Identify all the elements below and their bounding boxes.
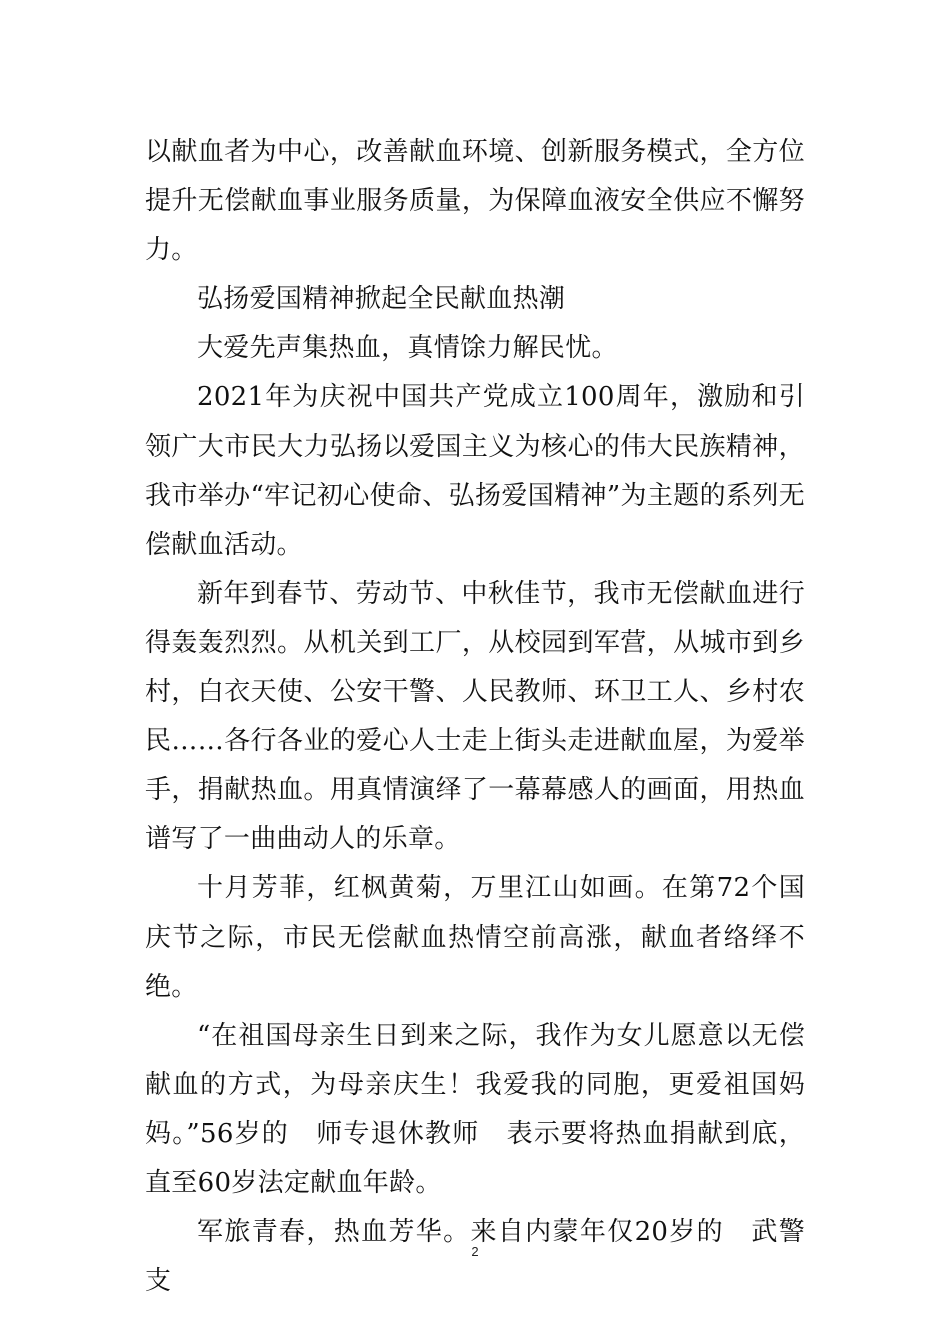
document-body xyxy=(145,128,805,1306)
paragraph: 2021年为庆祝中国共产党成立100周年，激励和引领广大市民大力弘扬以爱国主义为核心的伟大民族精神，我市举办“牢记初心使命、弘扬爱国精神”为主题的系列无偿献血活动。 xyxy=(145,382,805,560)
paragraph: 军旅青春，热血芳华。来自内蒙年仅20岁的 武警支 xyxy=(145,1217,805,1297)
paragraph: 新年到春节、劳动节、中秋佳节，我市无偿献血进行得轰轰烈烈。从机关到工厂，从校园到军营，从城市到乡村，白衣天使、公安干警、人民教师、环卫工人、乡村农民……各行各业的爱心人士走上街头走进献血屋，为爱举手，捐献热血。用真情演绎了一幕幕感人的画面，用热血谱写了一曲曲动人的乐章。 xyxy=(145,578,805,855)
paragraph: 十月芳菲，红枫黄菊，万里江山如画。在第72个国庆节之际，市民无偿献血热情空前高涨，献血者络绎不绝。 xyxy=(145,873,805,1002)
paragraph-continuation: 以献血者为中心，改善献血环境、创新服务模式，全方位提升无偿献血事业服务质量，为保障血液安全供应不懈努力。 xyxy=(145,137,805,266)
page-number: 2 xyxy=(471,1244,479,1259)
paragraph: “在祖国母亲生日到来之际，我作为女儿愿意以无偿献血的方式，为母亲庆生！我爱我的同胞，更爱祖国妈妈。”56岁的 师专退休教师 表示要将热血捐献到底，直至60岁法定献血年龄。 xyxy=(145,1020,805,1198)
paragraph: 大爱先声集热血，真情馀力解民忧。 xyxy=(197,333,618,364)
section-heading: 弘扬爱国精神掀起全民献血热潮 xyxy=(197,284,566,315)
